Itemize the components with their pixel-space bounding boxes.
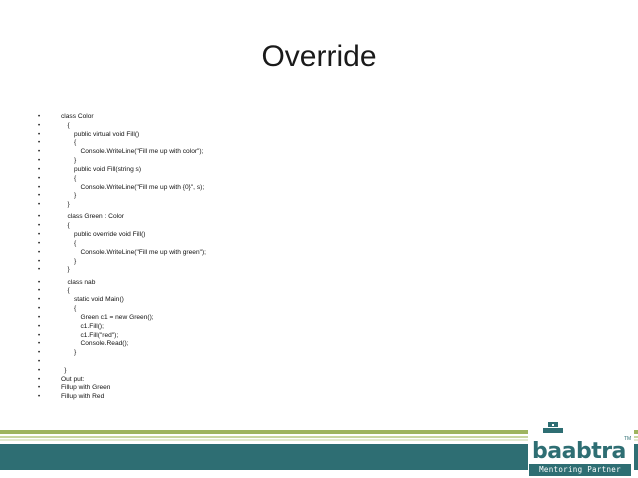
code-line-text: }	[67, 266, 70, 274]
bullet-marker: •	[38, 376, 41, 383]
bullet-marker: •	[38, 367, 41, 374]
bullet-marker: •	[38, 279, 41, 286]
bullet-marker: •	[38, 193, 41, 200]
code-line	[38, 258, 518, 267]
slide-title: Override	[261, 40, 377, 73]
bullet-marker: •	[38, 114, 41, 120]
code-line-text: Console.WriteLine("Fill me up with color");	[80, 148, 204, 156]
code-line-text: Out put:	[61, 375, 85, 383]
bullet-marker: •	[38, 184, 41, 191]
code-line	[38, 349, 518, 358]
code-line	[38, 231, 518, 240]
code-line	[38, 279, 518, 288]
code-line	[38, 323, 518, 332]
code-line-text: {	[74, 174, 77, 182]
bullet-marker: •	[38, 249, 41, 256]
logo-trademark: TM	[624, 436, 632, 442]
code-line	[38, 184, 518, 193]
bullet-marker: •	[38, 122, 41, 129]
bullet-marker: •	[38, 306, 41, 313]
baabtra-logo	[524, 418, 638, 478]
code-line	[38, 113, 518, 122]
code-line	[38, 340, 518, 349]
code-line	[38, 384, 518, 393]
code-line	[38, 393, 518, 402]
bullet-marker: •	[38, 223, 41, 230]
code-line	[38, 305, 518, 314]
code-line	[38, 131, 518, 140]
code-line-text: {	[67, 287, 70, 295]
bullet-marker: •	[38, 149, 41, 156]
bullet-marker: •	[38, 385, 41, 392]
code-bullet-list	[38, 113, 518, 402]
code-line	[38, 192, 518, 201]
bullet-marker: •	[38, 214, 41, 221]
code-line-text: }	[74, 157, 77, 165]
code-line	[38, 148, 518, 157]
bullet-marker: •	[38, 358, 41, 365]
code-line-text: Console.WriteLine("Fill me up with green");	[80, 248, 206, 256]
code-line	[38, 201, 518, 210]
code-line	[38, 296, 518, 305]
bullet-marker: •	[38, 158, 41, 165]
code-line-text: class Green : Color	[67, 213, 124, 221]
bullet-marker: •	[38, 258, 41, 265]
code-line	[38, 249, 518, 258]
bullet-marker: •	[38, 267, 41, 274]
bullet-marker: •	[38, 202, 41, 209]
bullet-marker: •	[38, 288, 41, 295]
logo-tagline: Mentoring Partner	[529, 464, 631, 476]
code-line	[38, 222, 518, 231]
code-line-text: }	[74, 192, 77, 200]
bullet-marker: •	[38, 314, 41, 321]
code-line-text: class Color	[61, 113, 94, 120]
code-line-text: }	[64, 366, 67, 374]
code-line	[38, 358, 518, 367]
logo-wordmark: baabtra	[532, 439, 626, 464]
code-line-text: public void Fill(string s)	[74, 165, 142, 173]
code-line-text: {	[74, 305, 77, 313]
bullet-marker: •	[38, 394, 41, 401]
code-line-text: public virtual void Fill()	[74, 130, 140, 138]
code-line-text: Fillup with Red	[61, 393, 105, 401]
code-line-text: class nab	[67, 278, 96, 286]
code-line	[38, 367, 518, 376]
bullet-marker: •	[38, 297, 41, 304]
code-line	[38, 287, 518, 296]
code-line	[38, 314, 518, 323]
code-line-text: Fillup with Green	[61, 384, 111, 392]
code-line	[38, 175, 518, 184]
code-line	[38, 122, 518, 131]
code-line-text: }	[74, 257, 77, 265]
code-line-text: Console.Read();	[80, 340, 129, 348]
bullet-marker: •	[38, 350, 41, 357]
code-line-text: {	[74, 239, 77, 247]
code-line-text: {	[74, 139, 77, 147]
bullet-marker: •	[38, 140, 41, 147]
bullet-marker: •	[38, 166, 41, 173]
bullet-marker: •	[38, 175, 41, 182]
code-line	[38, 240, 518, 249]
bullet-marker: •	[38, 332, 41, 339]
code-line-text: c1.Fill("red");	[80, 331, 119, 339]
code-line	[38, 376, 518, 385]
bullet-marker: •	[38, 240, 41, 247]
code-line-text: {	[67, 222, 70, 230]
bullet-marker: •	[38, 131, 41, 138]
code-line	[38, 332, 518, 341]
code-line-text: {	[67, 121, 70, 129]
code-line-text: Green c1 = new Green();	[80, 313, 154, 321]
bullet-marker: •	[38, 232, 41, 239]
code-line-text: c1.Fill();	[80, 322, 104, 330]
code-line	[38, 139, 518, 148]
code-line	[38, 266, 518, 275]
bullet-marker: •	[38, 341, 41, 348]
code-line-text: }	[74, 349, 77, 357]
code-line	[38, 213, 518, 222]
code-line-text: public override void Fill()	[74, 231, 146, 239]
code-line-text: static void Main()	[74, 296, 124, 304]
bullet-marker: •	[38, 323, 41, 330]
code-line	[38, 166, 518, 175]
code-line	[38, 157, 518, 166]
code-line-text: }	[67, 201, 70, 209]
code-line-text: Console.WriteLine("Fill me up with {0}", s);	[80, 183, 205, 191]
